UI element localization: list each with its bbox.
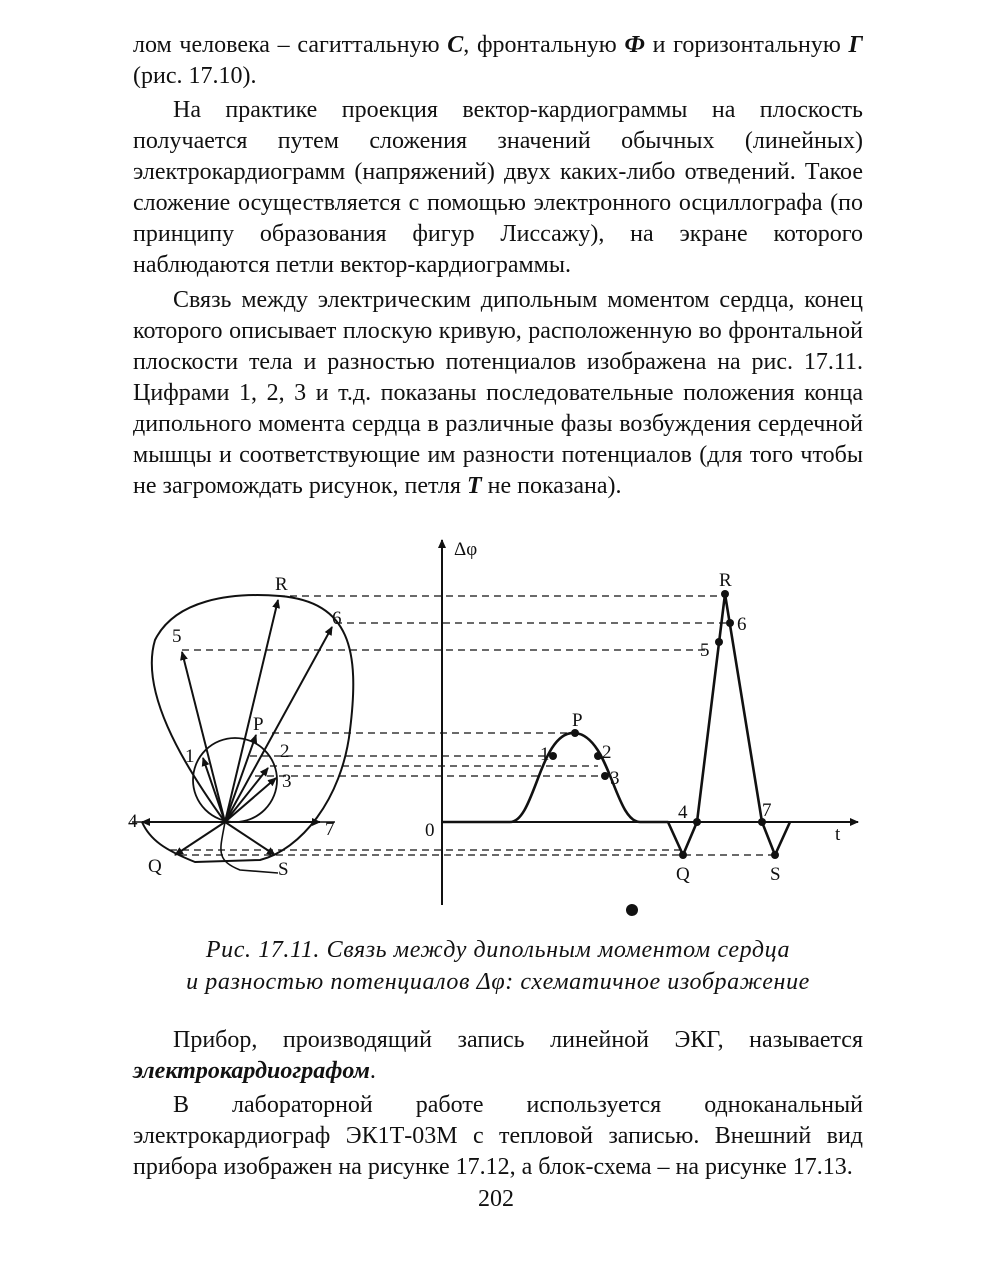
st-segment-loop <box>221 822 278 873</box>
paragraph-4-text: Прибор, производящий запись линейной ЭКГ, называется <box>173 1027 863 1053</box>
loop-label-2: 2 <box>280 741 290 762</box>
paragraph-3-text-2: не показана). <box>481 473 622 499</box>
loop-label-1: 1 <box>185 746 195 767</box>
loop-label-p: P <box>253 714 264 735</box>
paragraph-3-text: Связь между электрическим дипольным моментом сердца, конец которого описывает плоскую кривую, расположенную во фронтальной плоскости тела и разностью потенциалов изображена на рис. 17.11. Цифрами 1, 2, 3 и т.д. показаны последовательные положения конца дипольного момента сердца в различные фазы возбуждения сердечной мышцы и соответствующие им разности потенциалов (для того чтобы не загромождать рисунок, петля <box>133 287 863 499</box>
ecg-label-3: 3 <box>610 768 620 789</box>
loop-label-5: 5 <box>172 626 182 647</box>
dipole-ecg-diagram <box>120 530 870 930</box>
caption-line-2: и разностью потенциалов Δφ: схематичное изображение <box>186 969 810 995</box>
loop-label-3: 3 <box>282 771 292 792</box>
loop-label-r: R <box>275 574 288 595</box>
paragraph-2: На практике проекция вектор-кардиограммы на плоскость получается путем сложения значений обычных (линейных) электрокардиограмм (напряжений) двух каких-либо отведений. Такое сложение осуществляется с помощью электронного осциллографа (по принципу образования фигур Лиссажу), на экране которого наблюдаются петли вектор-кардиограммы. <box>133 97 863 278</box>
paragraph-1-text-2: , фронтальную <box>463 32 625 58</box>
symbol-t-loop: Т <box>466 473 482 499</box>
ecg-points <box>549 590 779 916</box>
symbol-sagittal: С <box>447 32 464 58</box>
ecg-label-5: 5 <box>700 640 710 661</box>
x-axis-label: t <box>835 824 841 845</box>
ecg-label-2: 2 <box>602 742 612 763</box>
ecg-label-s: S <box>770 864 781 885</box>
figure-17-11 <box>120 530 870 930</box>
dipole-vectors <box>142 600 332 855</box>
paragraph-3 <box>133 285 863 502</box>
loop-label-6: 6 <box>332 608 342 629</box>
paragraph-1-text: лом человека – сагиттальную <box>133 32 448 58</box>
ecg-label-6: 6 <box>737 614 747 635</box>
origin-label: 0 <box>425 820 435 841</box>
loop-label-s: S <box>278 859 289 880</box>
paragraph-1-text-3: и горизонтальную <box>644 32 849 58</box>
ecg-label-4: 4 <box>678 802 688 823</box>
ecg-label-q: Q <box>676 864 690 885</box>
paragraph-4-text-2: . <box>369 1058 376 1084</box>
caption-line-1: Рис. 17.11. Связь между дипольным моментом сердца <box>205 937 791 963</box>
ecg-label-p: P <box>572 710 583 731</box>
symbol-frontal: Ф <box>624 32 645 58</box>
paragraph-5: В лабораторной работе используется одноканальный электрокардиограф ЭК1Т-03М с тепловой записью. Внешний вид прибора изображен на рисунке 17.12, а блок-схема – на рисунке 17.13. <box>133 1092 863 1180</box>
ecg-label-1: 1 <box>540 744 550 765</box>
paragraph-4 <box>133 1025 863 1087</box>
ecg-label-r: R <box>719 570 732 591</box>
loop-label-q: Q <box>148 856 162 877</box>
ecg-labels <box>540 570 781 885</box>
page-number: 202 <box>478 1186 514 1212</box>
paragraph-1-text-4: (рис. 17.10). <box>133 63 257 89</box>
symbol-horizontal: Г <box>848 32 864 58</box>
loop-label-7: 7 <box>325 819 335 840</box>
y-axis-label: Δφ <box>454 539 478 560</box>
paragraph-1 <box>133 30 863 92</box>
term-electrocardiograph: электрокардиографом <box>133 1058 370 1084</box>
figure-caption <box>133 934 863 998</box>
loop-labels <box>128 574 342 880</box>
ecg-label-7: 7 <box>762 800 772 821</box>
loop-label-4: 4 <box>128 811 138 832</box>
